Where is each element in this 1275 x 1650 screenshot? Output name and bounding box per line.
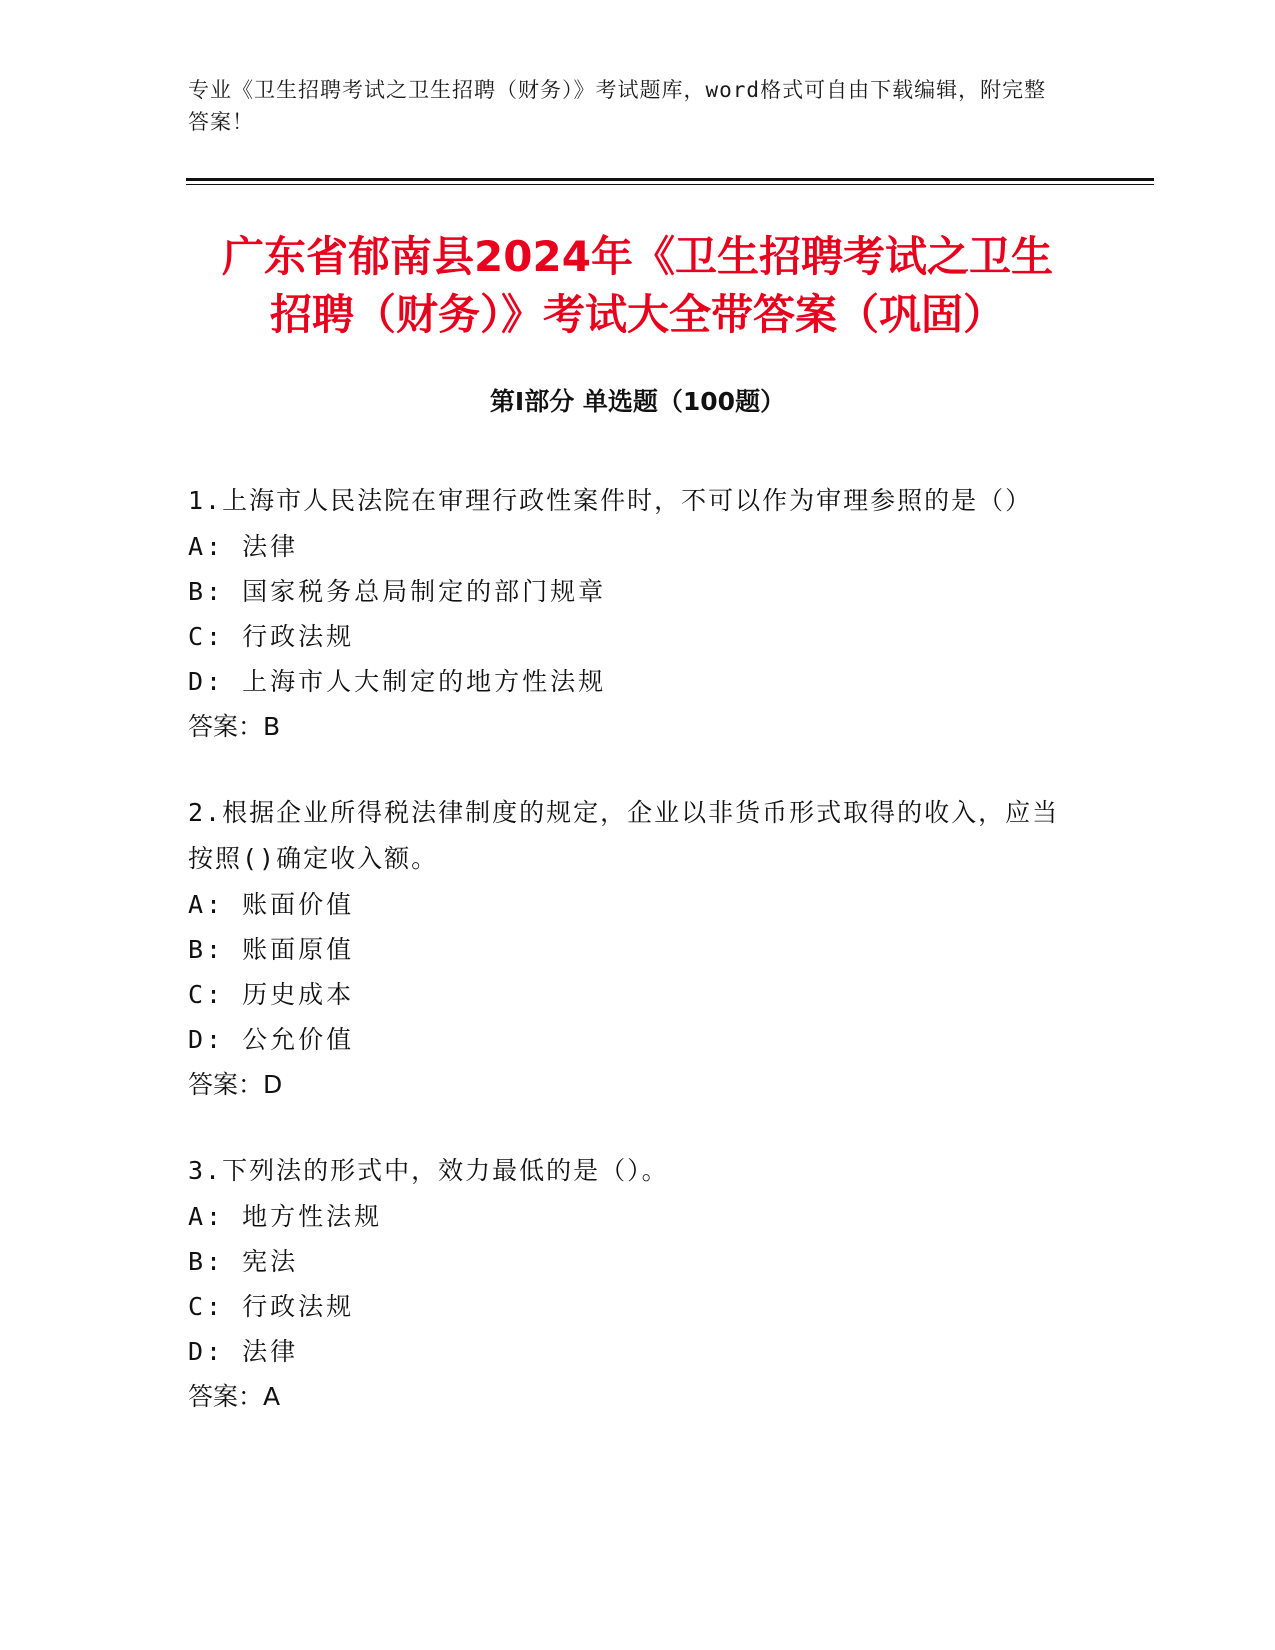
question-list <box>188 478 1068 1460</box>
title-line-1: 广东省郁南县2024年《卫生招聘考试之卫生 <box>222 232 1053 281</box>
option-a: A: 地方性法规 <box>188 1202 383 1231</box>
option-c: C: 行政法规 <box>188 1292 355 1321</box>
option-c: C: 历史成本 <box>188 980 355 1009</box>
option-c: C: 行政法规 <box>188 622 355 651</box>
question-stem: 2.根据企业所得税法律制度的规定，企业以非货币形式取得的收入，应当按照()确定收入额。 <box>188 798 1060 873</box>
header-note: 专业《卫生招聘考试之卫生招聘（财务）》考试题库，word格式可自由下载编辑，附完整答案！ <box>188 78 1047 134</box>
option-a: A: 法律 <box>188 532 299 561</box>
option-d: D: 法律 <box>188 1337 299 1366</box>
question-3 <box>188 1148 1068 1420</box>
option-d: D: 上海市人大制定的地方性法规 <box>188 667 607 696</box>
answer: 答案：B <box>188 712 281 741</box>
question-1 <box>188 478 1068 750</box>
document-title <box>170 228 1105 344</box>
option-d: D: 公允价值 <box>188 1025 355 1054</box>
option-b: B: 宪法 <box>188 1247 299 1276</box>
option-b: B: 账面原值 <box>188 935 355 964</box>
answer: 答案：A <box>188 1382 281 1411</box>
option-a: A: 账面价值 <box>188 890 355 919</box>
section-title: 第Ⅰ部分 单选题（100题） <box>489 387 786 416</box>
question-stem: 1.上海市人民法院在审理行政性案件时，不可以作为审理参照的是（） <box>188 486 1033 515</box>
question-2 <box>188 790 1068 1108</box>
question-stem: 3.下列法的形式中，效力最低的是（）。 <box>188 1156 669 1185</box>
answer: 答案：D <box>188 1070 283 1099</box>
header-divider-thick <box>186 178 1154 181</box>
header-divider-thin <box>186 184 1154 185</box>
title-line-2: 招聘（财务）》考试大全带答案（巩固） <box>269 290 1005 339</box>
option-b: B: 国家税务总局制定的部门规章 <box>188 577 607 606</box>
